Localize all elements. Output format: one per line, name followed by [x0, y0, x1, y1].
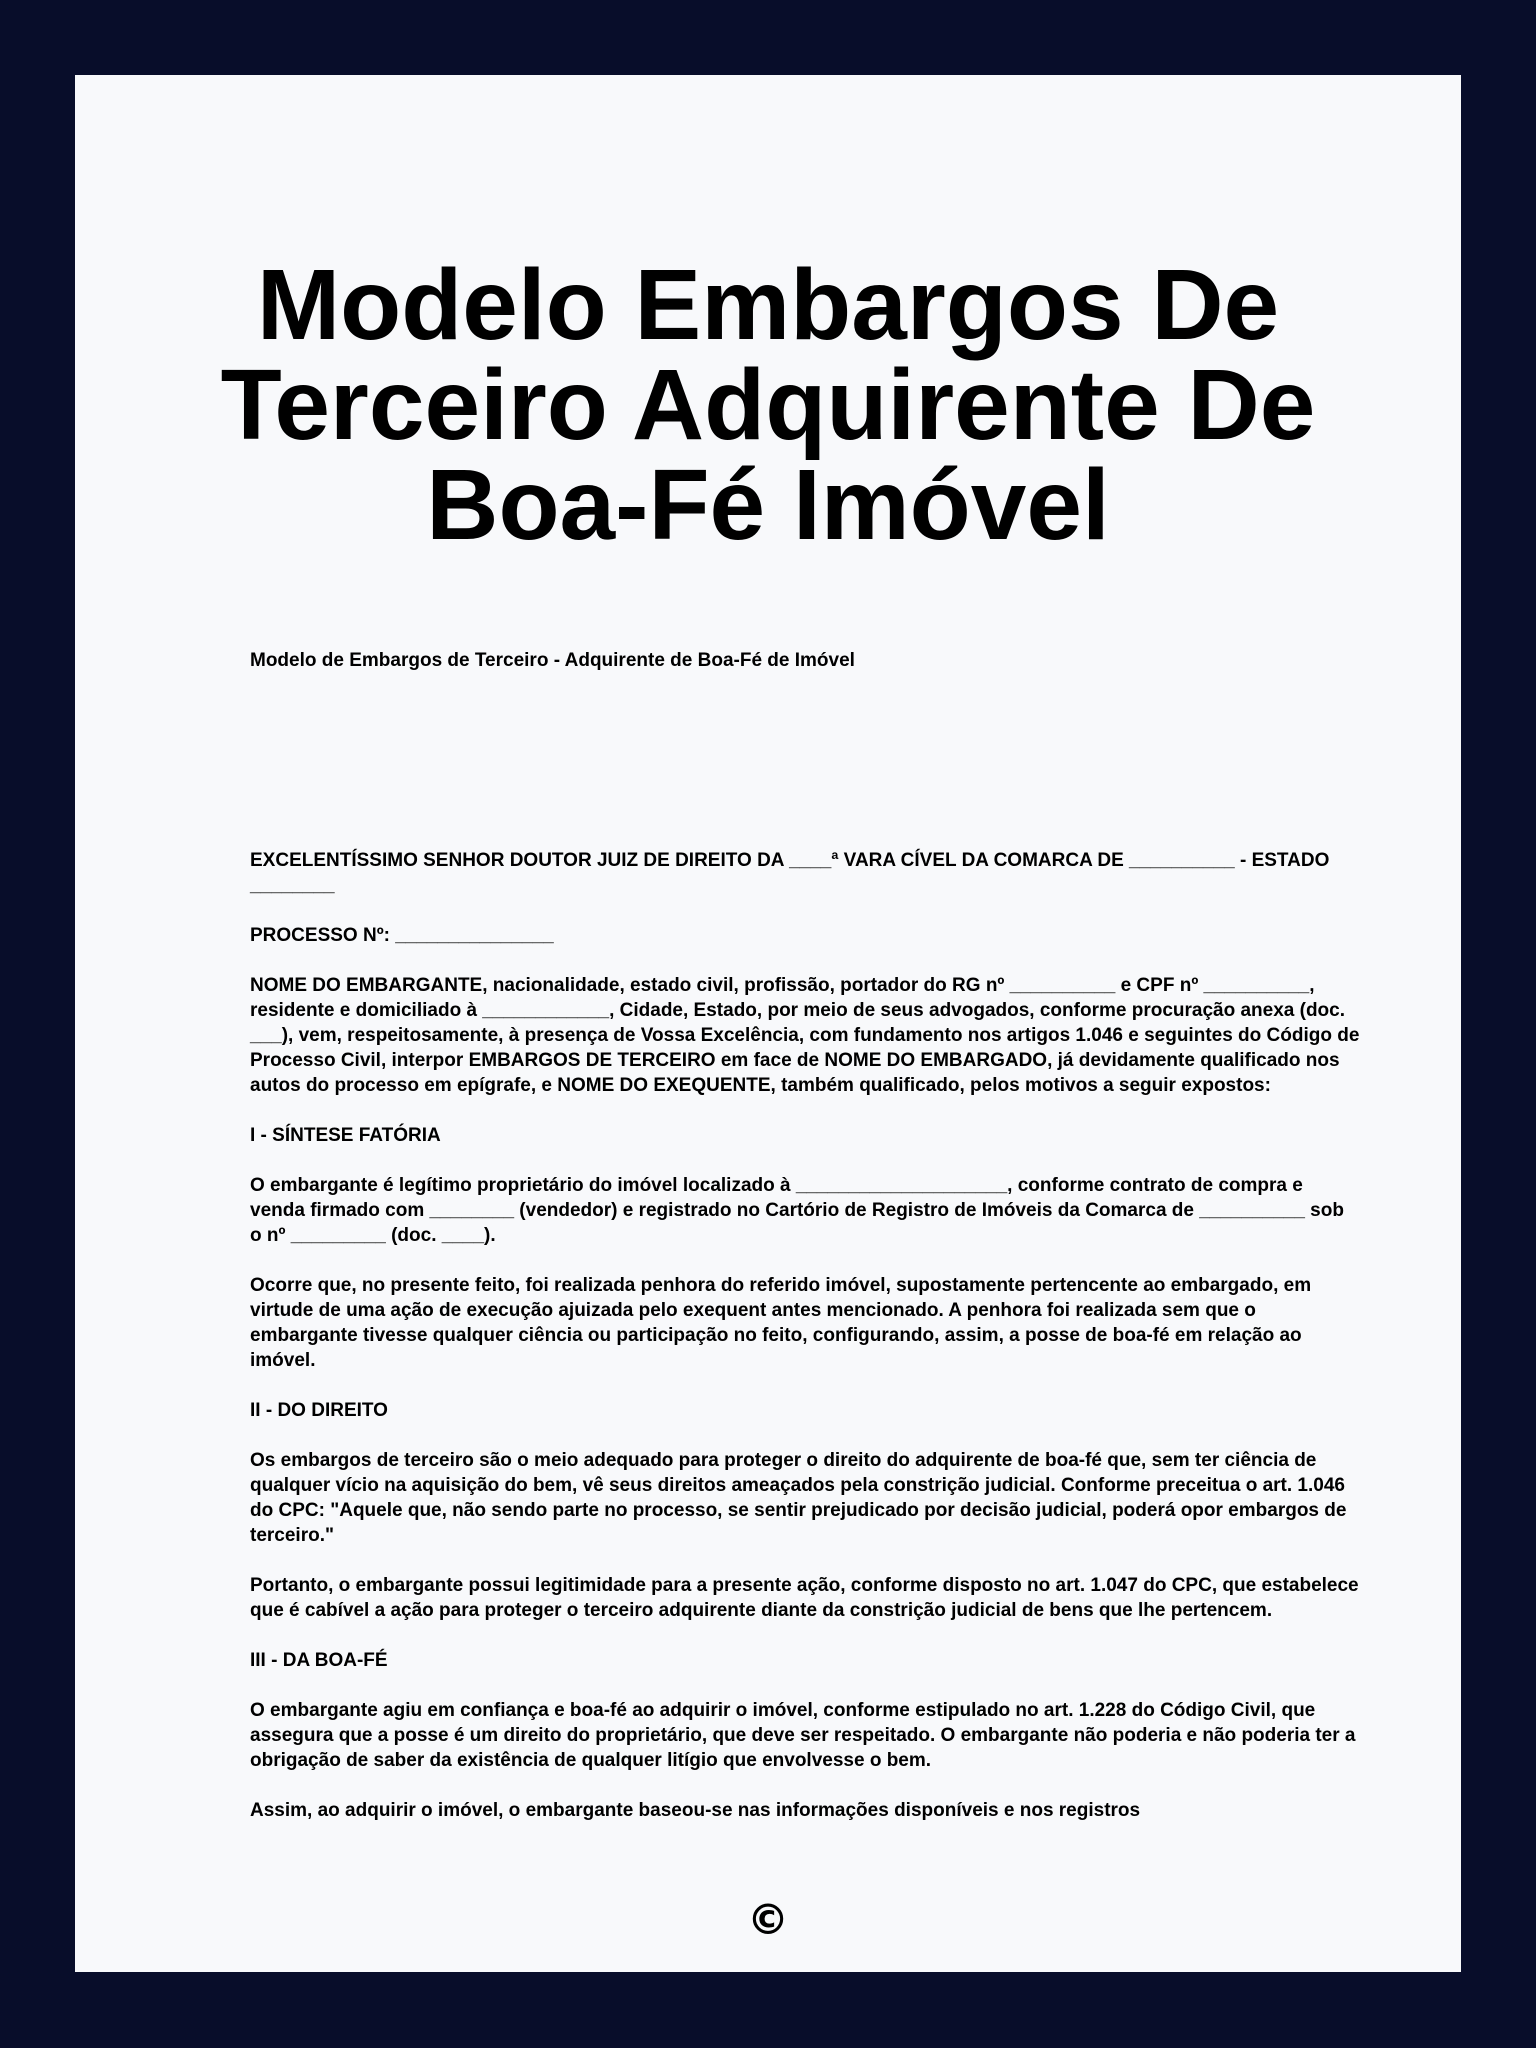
parties-paragraph: NOME DO EMBARGANTE, nacionalidade, estado civil, profissão, portador do RG nº __________ e CPF nº __________, residente e domiciliado à ____________, Cidade, Estado, por meio de seus advogados, conforme procuração anexa (doc. ___), vem, respeitosamente, à presença de Vossa Excelência, com fundamento nos artigos 1.046 e seguintes do Código de Processo Civil, interpor EMBARGOS DE TERCEIRO em face de NOME DO EMBARGADO, já devidamente qualificado nos autos do processo em epígrafe, e NOME DO EXEQUENTE, também qualificado, pelos motivos a seguir expostos: [250, 975, 1360, 1096]
copyright-icon: © [747, 1895, 789, 1944]
document-page [75, 75, 1461, 1972]
facts-paragraph-2: Ocorre que, no presente feito, foi realizada penhora do referido imóvel, supostamente pertencente ao embargado, em virtude de uma ação de execução ajuizada pelo exequent antes mencionado. A penhora foi realizada sem que o embargante tivesse qualquer ciência ou participação no feito, configurando, assim, a posse de boa-fé em relação ao imóvel. [250, 1275, 1312, 1371]
section-heading-synthesis: I - SÍNTESE FATÓRIA [250, 1125, 441, 1146]
facts-paragraph-1: O embargante é legítimo proprietário do imóvel localizado à ____________________, conforme contrato de compra e venda firmado com ________ (vendedor) e registrado no Cartório de Registro de Imóveis da Comarca de __________ sob o nº _________ (doc. ____). [250, 1175, 1344, 1246]
good-faith-paragraph-1: O embargante agiu em confiança e boa-fé ao adquirir o imóvel, conforme estipulado no art. 1.228 do Código Civil, que assegura que a posse é um direito do proprietário, que deve ser respeitado. O embargante não poderia e não poderia ter a obrigação de saber da existência de qualquer litígio que envolvesse o bem. [250, 1700, 1356, 1771]
document-title: Modelo Embargos De Terceiro Adquirente De Boa-Fé Imóvel [220, 249, 1316, 561]
good-faith-paragraph-2: Assim, ao adquirir o imóvel, o embargante baseou-se nas informações disponíveis e nos registros [250, 1800, 1141, 1821]
process-number-paragraph: PROCESSO Nº: _______________ [250, 925, 554, 946]
document-subtitle: Modelo de Embargos de Terceiro - Adquirente de Boa-Fé de Imóvel [250, 650, 855, 671]
law-paragraph-1: Os embargos de terceiro são o meio adequado para proteger o direito do adquirente de boa-fé que, sem ter ciência de qualquer vício na aquisição do bem, vê seus direitos ameaçados pela constrição judicial. Conforme preceitua o art. 1.046 do CPC: "Aquele que, não sendo parte no processo, se sentir prejudicado por decisão judicial, poderá opor embargos de terceiro." [250, 1450, 1347, 1546]
document-body [250, 848, 1360, 1848]
addressee-paragraph: EXCELENTÍSSIMO SENHOR DOUTOR JUIZ DE DIREITO DA ____ª VARA CÍVEL DA COMARCA DE __________ - ESTADO ________ [250, 850, 1330, 896]
section-heading-good-faith: III - DA BOA-FÉ [250, 1650, 388, 1671]
section-heading-law: II - DO DIREITO [250, 1400, 388, 1421]
law-paragraph-2: Portanto, o embargante possui legitimidade para a presente ação, conforme disposto no art. 1.047 do CPC, que estabelece que é cabível a ação para proteger o terceiro adquirente diante da constrição judicial de bens que lhe pertencem. [250, 1575, 1359, 1621]
